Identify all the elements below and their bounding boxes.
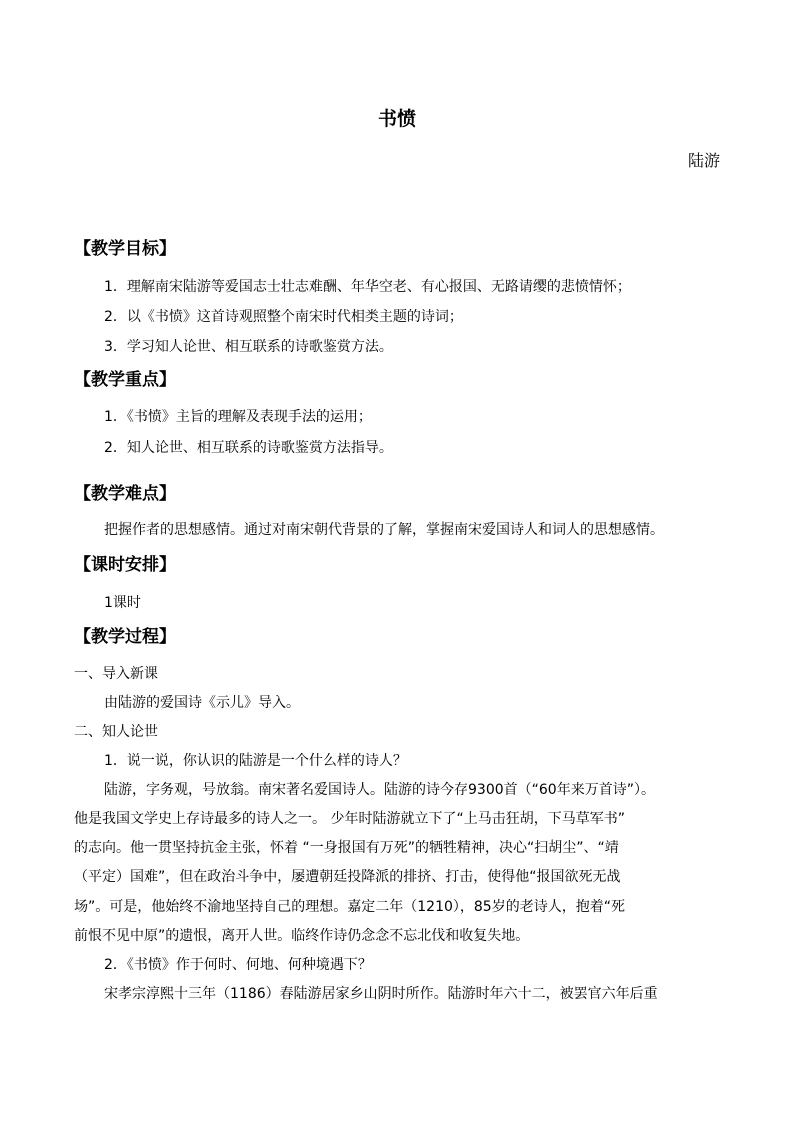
- answer-line: 场”。可是，他始终不渝地坚持自己的理想。嘉定二年（1210），85岁的老诗人，抱着“死: [74, 899, 625, 915]
- goal-item: 2．以《书愤》这首诗观照整个南宋时代相类主题的诗词；: [104, 309, 463, 325]
- process-part2-title: 二、知人论世: [74, 724, 158, 740]
- answer-line: 宋孝宗淳熙十三年（1186）春陆游居家乡山阴时所作。陆游时年六十二，被罢官六年后重: [104, 986, 658, 1002]
- goal-item: 1．理解南宋陆游等爱国志士壮志难酬、年华空老、有心报国、无路请缨的悲愤情怀；: [104, 279, 631, 295]
- answer-line: 的志向。他一贯坚持抗金主张，怀着 “一身报国有万死”的牺牲精神，决心“扫胡尘”、“靖: [74, 840, 619, 856]
- schedule-text: 1课时: [104, 595, 141, 611]
- process-part1-title: 一、导入新课: [74, 666, 158, 682]
- goals-heading: 【教学目标】: [74, 239, 176, 259]
- difficulties-heading: 【教学难点】: [74, 484, 176, 504]
- answer-line: 他是我国文学史上存诗最多的诗人之一。 少年时陆游就立下了“上马击狂胡，下马草军书”: [74, 811, 625, 827]
- key-points-heading: 【教学重点】: [74, 370, 176, 390]
- question-1: 1．说一说，你认识的陆游是一个什么样的诗人？: [104, 753, 407, 769]
- author-name: 陆游: [687, 151, 720, 170]
- answer-line: 陆游，字务观，号放翁。南宋著名爱国诗人。陆游的诗今存9300首（“60年来万首诗”）。: [104, 782, 655, 798]
- goal-item: 3．学习知人论世、相互联系的诗歌鉴赏方法。: [104, 339, 393, 355]
- schedule-heading: 【课时安排】: [74, 555, 176, 575]
- process-part1-text: 由陆游的爱国诗《示儿》导入。: [104, 695, 300, 711]
- question-2: 2．《书愤》作于何时、何地、何种境遇下？: [104, 957, 372, 973]
- answer-line: 前恨不见中原”的遗恨，离开人世。临终作诗仍念念不忘北伐和收复失地。: [74, 928, 530, 944]
- difficulties-text: 把握作者的思想感情。通过对南宋朝代背景的了解，掌握南宋爱国诗人和词人的思想感情。: [104, 522, 664, 538]
- answer-line: （平定）国难”，但在政治斗争中，屡遭朝廷投降派的排挤、打击，使得他“报国欲死无战: [74, 869, 621, 885]
- key-point-item: 2．知人论世、相互联系的诗歌鉴赏方法指导。: [104, 440, 393, 456]
- process-heading: 【教学过程】: [74, 627, 176, 647]
- document-title: 书愤: [377, 108, 416, 130]
- key-point-item: 1．《书愤》主旨的理解及表现手法的运用；: [104, 409, 372, 425]
